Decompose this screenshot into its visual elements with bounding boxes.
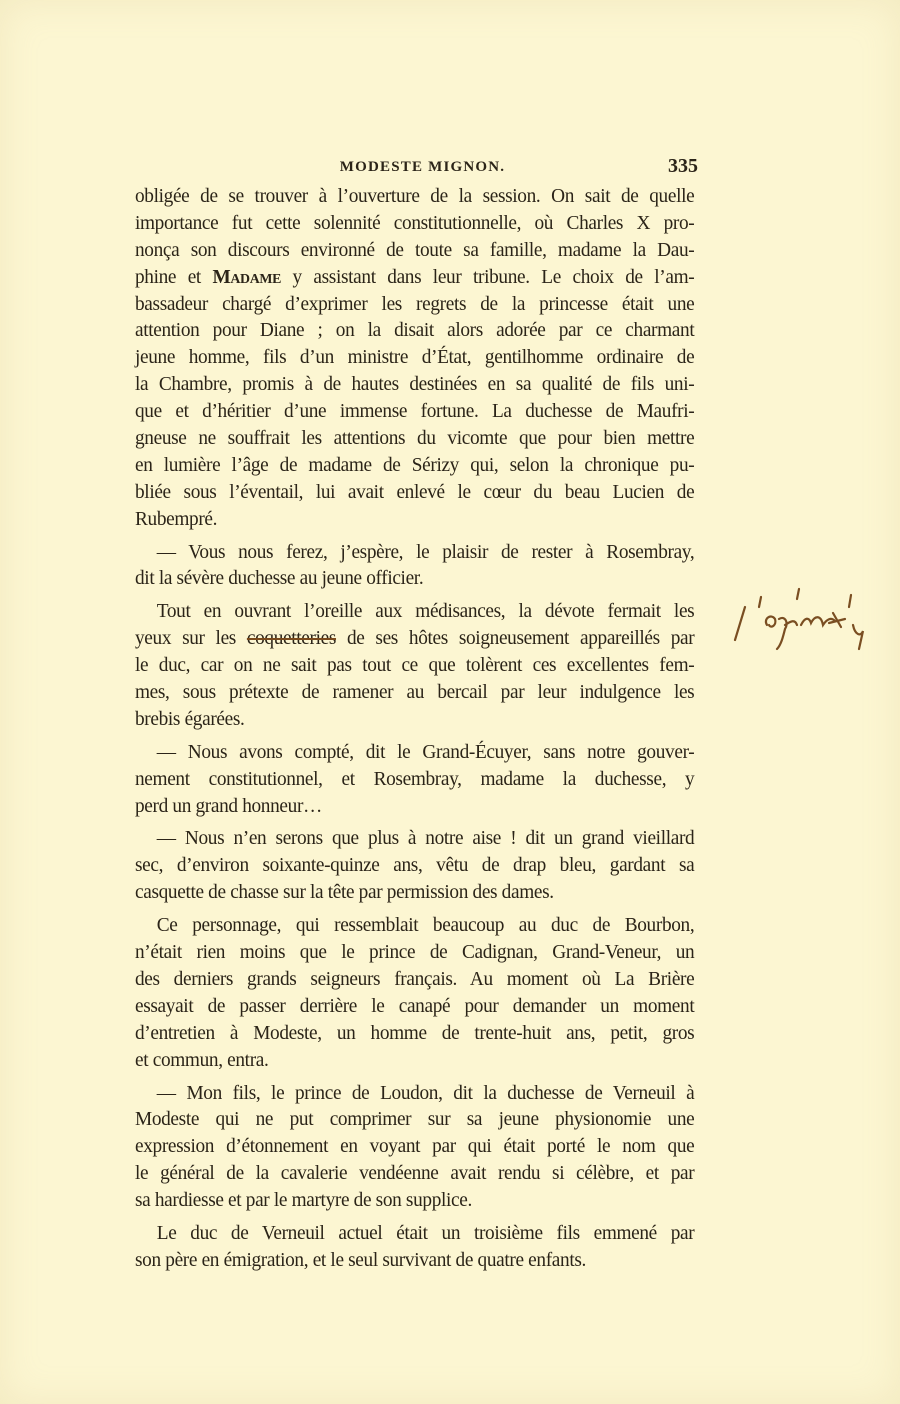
- text-line: la Chambre, promis à de hautes destinées en sa qualité de fils uni-: [135, 374, 695, 396]
- text-line: essayait de passer derrière le canapé pour demander un moment: [135, 995, 695, 1017]
- text-line: perd un grand honneur…: [135, 795, 322, 817]
- text-line: en lumière l’âge de madame de Sérizy qui, selon la chronique pu-: [135, 454, 695, 476]
- paragraph: [135, 1221, 694, 1275]
- text-line: attention pour Diane ; on la disait alors adorée par ce charmant: [135, 320, 695, 342]
- paragraph: [135, 740, 694, 821]
- text-segment: y assistant dans leur tribune. Le choix de l’am-: [281, 266, 695, 288]
- text-line: sec, d’environ soixante-quinze ans, vêtu de drap bleu, gardant sa: [135, 855, 695, 877]
- text-line: Le duc de Verneuil actuel était un troisième fils emmené par: [156, 1222, 695, 1244]
- text-line: n’était rien moins que le prince de Cadignan, Grand-Veneur, un: [135, 942, 695, 964]
- page-number: 335: [668, 155, 698, 177]
- text-line: — Mon fils, le prince de Loudon, dit la duchesse de Verneuil à: [156, 1082, 695, 1104]
- text-line: importance fut cette solennité constitutionnelle, où Charles X pro-: [135, 212, 695, 234]
- handwritten-annotation: [725, 585, 885, 665]
- paragraph: [135, 184, 694, 534]
- text-line: bassadeur chargé d’exprimer les regrets de la princesse était une: [135, 293, 695, 315]
- text-line: le général de la cavalerie vendéenne avait rendu si célèbre, et par: [135, 1163, 695, 1185]
- text-line: — Nous n’en serons que plus à notre aise ! dit un grand vieillard: [156, 828, 695, 850]
- text-line: nonça son discours environné de toute sa famille, madame la Dau-: [135, 239, 695, 261]
- text-line: [135, 626, 694, 653]
- text-line: mes, sous prétexte de ramener au bercail par leur indulgence les: [135, 682, 695, 704]
- text-line: Modeste qui ne put comprimer sur sa jeune physionomie une: [135, 1109, 695, 1131]
- text-segment: yeux sur les: [135, 628, 247, 650]
- text-line: le duc, car on ne sait pas tout ce que tolèrent ces excellentes fem-: [135, 655, 695, 677]
- text-line: brebis égarées.: [135, 708, 245, 730]
- text-segment: phine et: [135, 266, 213, 288]
- text-line: — Nous avons compté, dit le Grand-Écuyer, sans notre gouver-: [156, 741, 695, 763]
- struck-word: coquetteries: [246, 628, 337, 650]
- text-line: obligée de se trouver à l’ouverture de la session. On sait de quelle: [135, 186, 695, 207]
- paragraph: [135, 1081, 694, 1215]
- paragraph: [135, 540, 694, 594]
- body-text: [135, 184, 694, 1275]
- text-line: [135, 265, 694, 292]
- text-line: que et d’héritier d’une immense fortune. La duchesse de Maufri-: [135, 401, 695, 423]
- text-line: nement constitutionnel, et Rosembray, madame la duchesse, y: [135, 768, 695, 790]
- text-line: — Vous nous ferez, j’espère, le plaisir de rester à Rosembray,: [156, 541, 695, 563]
- text-line: jeune homme, fils d’un ministre d’État, gentilhomme ordinaire de: [135, 347, 695, 369]
- running-header: [135, 155, 700, 179]
- text-line: Rubempré.: [135, 508, 218, 530]
- text-line: et commun, entra.: [135, 1049, 269, 1071]
- paragraph: [135, 826, 694, 907]
- text-line: des derniers grands seigneurs français. Au moment où La Brière: [135, 968, 695, 990]
- text-segment: de ses hôtes soigneusement appareillés par: [336, 628, 695, 650]
- text-line: expression d’étonnement en voyant par qui était porté le nom que: [135, 1136, 695, 1158]
- text-line: dit la sévère duchesse au jeune officier.: [135, 568, 424, 590]
- running-title: MODESTE MIGNON.: [339, 159, 506, 175]
- text-line: bliée sous l’éventail, lui avait enlevé le cœur du beau Lucien de: [135, 481, 695, 503]
- text-line: son père en émigration, et le seul survivant de quatre enfants.: [135, 1249, 586, 1271]
- text-line: Tout en ouvrant l’oreille aux médisances, la dévote fermait les: [156, 601, 695, 623]
- text-line: Ce personnage, qui ressemblait beaucoup au duc de Bourbon,: [156, 915, 695, 937]
- text-line: casquette de chasse sur la tête par permission des dames.: [135, 882, 554, 904]
- text-line: gneuse ne souffrait les attentions du vicomte que pour bien mettre: [135, 428, 695, 450]
- text-line: sa hardiesse et par le martyre de son supplice.: [135, 1190, 472, 1212]
- text-line: d’entretien à Modeste, un homme de trente-huit ans, petit, gros: [135, 1022, 695, 1044]
- paragraph: [135, 913, 694, 1074]
- small-caps-word: Madame: [212, 266, 282, 288]
- paragraph: [135, 599, 694, 733]
